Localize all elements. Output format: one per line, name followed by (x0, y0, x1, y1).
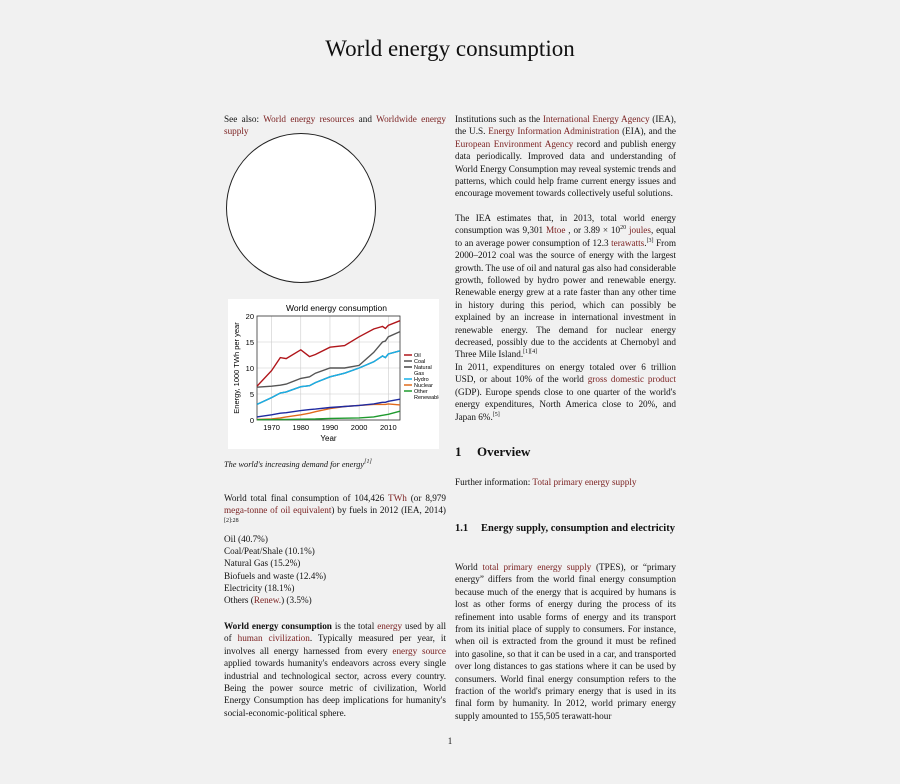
page-title: World energy consumption (325, 36, 575, 61)
link-worldwide-energy-supply[interactable]: Worldwide energy supply (224, 114, 446, 137)
energy-chart (228, 299, 439, 449)
legend-label: Coal (414, 359, 426, 365)
y-tick-label: 5 (249, 390, 254, 399)
mix-item: Electricity (18.1%) (224, 582, 295, 593)
link-world-energy-resources[interactable]: World energy resources (263, 114, 355, 124)
y-tick-label: 15 (245, 338, 254, 347)
x-tick-label: 1970 (263, 423, 280, 432)
series-line-oil (257, 321, 400, 387)
link-tpes[interactable]: total primary energy supply (482, 562, 592, 572)
link-terawatts[interactable]: terawatts (611, 237, 645, 248)
section-overview-heading: 1 Overview (455, 444, 531, 459)
y-tick-label: 0 (249, 416, 254, 425)
mix-item: Natural Gas (15.2%) (224, 558, 301, 569)
mix-item: Oil (40.7%) (224, 534, 268, 544)
energy-chart-svg (228, 299, 439, 449)
link-energy[interactable]: energy (377, 621, 403, 631)
link-human-civilization[interactable]: human civilization (237, 633, 310, 644)
legend-label: Hydro (414, 377, 429, 383)
series-line-nuclear (257, 404, 400, 420)
link-mtoe-2[interactable]: Mtoe (546, 225, 566, 236)
link-total-primary-energy-supply[interactable]: Total primary energy supply (532, 477, 637, 487)
iea-estimate-paragraph: The IEA estimates that, in 2013, total world energy consumption was 9,301 Mtoe , or $3.89 \times 10^{20}$ joules, equal to an average power consumption of 12.3 terawatts.[3] From 2000–2012 coal was the source of energy with the largest growth. The use of oil and natural gas also had considerable growth, followed by hydro power and renewable energy. Renewable energy grew at a rate faster than any other time in history during this period, which can possibly be explained by an increase in international investment in renewable energy. The demand for nuclear energy decreased, possibly due to the accidents at Chernobyl and Three Mile Island.[1][4] (455, 213, 676, 360)
further-information: Further information: Total primary energy supply (455, 477, 637, 487)
intro-paragraph: World energy consumption is the total energy used by all of human civilization. Typically measured per year, it involves all energy harnessed from every energy source applied towards humanity's endeavors across every single industrial and technological sector, across every country. Being the power source metric of civilization, World Energy Consumption has deep implications for humanity's social-economic-political sphere. (224, 621, 447, 718)
legend-label: Nuclear (414, 383, 433, 389)
y-tick-label: 10 (245, 364, 254, 373)
y-axis-label: Energy, 1000 TWh per year (232, 322, 241, 414)
tpes-paragraph: World total primary energy supply (TPES), or “primary energy” differs from the world final energy consumption because much of the energy that is acquired by humans is lost as other forms of energy during the process of its refinement into usable forms of energy and its transport from its initial place of supply to consumers. For instance, when oil is extracted from the ground it must be refined into gasoline, so that it can be used in a car, and transported over long distances to gas stations where it can be used by consumers. World final energy consumption refers to the fraction of the world's primary energy that is used in its final form by humanity. In 2012, world primary energy supply amounted to 155,505 terawatt-hour (455, 562, 676, 721)
figure-caption: The world's increasing demand for energy[1] (224, 459, 372, 469)
section-energy-supply-heading: 1.1 Energy supply, consumption and electricity (455, 523, 675, 534)
x-tick-label: 2010 (379, 423, 397, 432)
link-eea[interactable]: European Environment Agency (455, 138, 574, 149)
link-iea[interactable]: International Energy Agency (542, 114, 650, 124)
legend-label: Natural (414, 365, 432, 371)
page-number: 1 (447, 736, 453, 746)
link-mtoe[interactable]: mega-tonne of oil equivalent (224, 505, 332, 516)
mix-item: Coal/Peat/Shale (10.1%) (224, 546, 315, 557)
series-line-hydro (257, 351, 400, 405)
x-axis-label: Year (320, 434, 337, 443)
legend-label: Gas (414, 371, 425, 377)
link-joules[interactable]: joules (628, 225, 651, 236)
legend-label: Other (414, 389, 428, 395)
final-consumption-paragraph: World total final consumption of 104,426 TWh (or 8,979 mega-tonne of oil equivalent) by fuels in 2012 (IEA, 2014)$^{[2]:28}$ (224, 493, 446, 524)
link-renew[interactable]: Renew. (253, 595, 282, 606)
y-tick-label: 20 (245, 312, 254, 321)
chart-title: World energy consumption (286, 303, 387, 313)
x-tick-label: 1990 (321, 423, 339, 432)
see-also: See also: World energy resources and Worldwide energy supply (224, 114, 446, 137)
pie-chart-placeholder (226, 133, 376, 283)
legend-label: Renewable (414, 395, 439, 401)
expenditures-paragraph: In 2011, expenditures on energy totaled over 6 trillion USD, or about 10% of the world gross domestic product (GDP). Europe spends close to one quarter of the world's energy expenditures, North America close to 20%, and Japan 6%.[5] (455, 362, 676, 422)
link-twh[interactable]: TWh (387, 493, 407, 503)
energy-mix-list (224, 533, 446, 606)
legend-label: Oil (414, 353, 421, 359)
link-eia[interactable]: Energy Information Administration (488, 126, 620, 137)
link-energy-source[interactable]: energy source (392, 645, 446, 656)
x-tick-label: 2000 (350, 423, 368, 432)
institutions-paragraph: Institutions such as the International Energy Agency (IEA), the U.S. Energy Information Administration (EIA), and the European Environment Agency record and publish energy data periodically. Improved data and understanding of World Energy Consumption may reveal systemic trends and patterns, which could help frame current energy issues and encourage movement towards collectively useful solutions. (455, 114, 676, 199)
mix-item: Others (Renew.) (3.5%) (224, 595, 312, 606)
mix-item: Biofuels and waste (12.4%) (224, 570, 327, 581)
x-tick-label: 1980 (292, 423, 310, 432)
series-line-biofuels (257, 399, 400, 417)
link-gdp[interactable]: gross domestic product (587, 374, 676, 385)
